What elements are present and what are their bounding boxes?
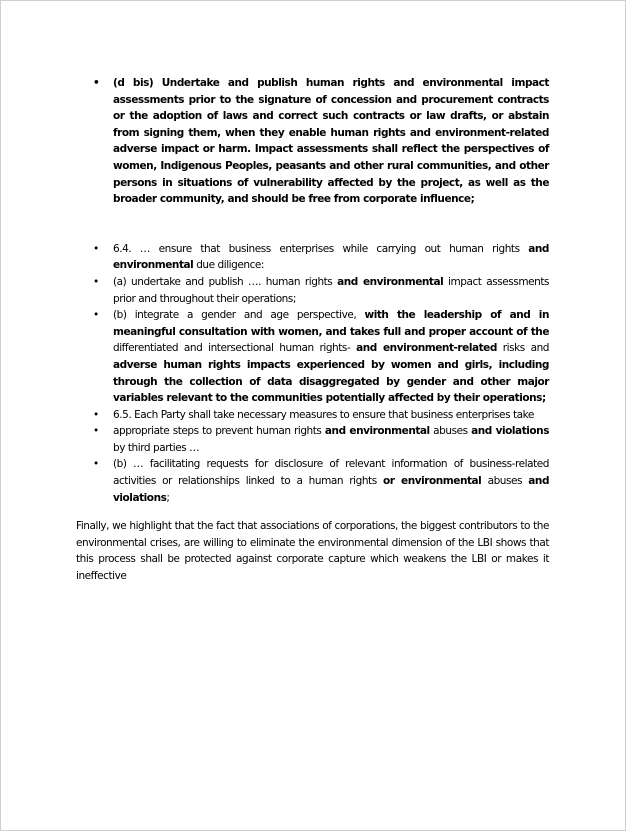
list-item (76, 307, 549, 407)
text-run-bold: and environment-related (356, 342, 497, 355)
text-run: appropriate steps to prevent human rights (113, 425, 325, 438)
list-item (76, 241, 549, 274)
text-run: due diligence: (193, 259, 264, 272)
bulleted-list-second (76, 241, 549, 507)
list-item (76, 407, 549, 424)
text-run-bold: and violations (471, 425, 549, 438)
text-run: abuses (429, 425, 472, 438)
list-item (76, 274, 549, 307)
text-run: 6.5. Each Party shall take necessary measures to ensure that business enterprises take (113, 408, 534, 421)
text-run: (b) … facilitating requests for disclosure of relevant information of business-related activities or relationships linked to a human rights (113, 458, 549, 488)
text-run-bold: and environmental (113, 242, 549, 272)
spacer (76, 208, 549, 241)
bulleted-list-first (76, 75, 549, 208)
text-run: differentiated and intersectional (113, 342, 280, 355)
text-run: by third parties … (113, 441, 200, 454)
text-run: 6.4. … ensure that business enterprises while carrying out human rights (113, 242, 529, 255)
text-run: impact assessments prior and throughout their operations; (113, 275, 550, 305)
closing-paragraph: Finally, we highlight that the fact that associations of corporations, the biggest contributors to the environmental crises, are willing to eliminate the environmental dimension of the LBI shows that this process shall be protected against corporate capture which weakens the LBI or makes it ineffective (76, 520, 549, 583)
text-run: risks and (496, 342, 549, 355)
text-run: abuses (481, 475, 529, 488)
text-run-bold: and environmental (337, 275, 444, 288)
text-run-bold: and violations (113, 475, 550, 504)
text-run-bold: with the leadership of and in meaningful consultation with women, and takes full and proper account of the (113, 309, 549, 338)
list-item (76, 456, 549, 506)
text-run-bold: adverse human rights impacts experienced by women and girls, including through the collection of data disaggregated by gender and other major variables relevant to the communities potentially affected by their operations; (113, 358, 549, 405)
text-run: (b) integrate a gender and age perspective, (113, 309, 365, 322)
text-run: ; (166, 491, 170, 504)
text-run: (a) undertake and publish …. human rights (113, 275, 338, 288)
text-run-bold: or environmental (382, 475, 482, 488)
list-item (76, 423, 549, 456)
text-run-bold: and environmental (324, 425, 430, 438)
document-body (76, 75, 549, 595)
list-item-d-bis (76, 75, 549, 208)
list-item-text: (d bis) Undertake and publish human rights and environmental impact assessments prior to the signature of concession and procurement contracts or the adoption of laws and correct such contracts or law drafts, or abstain from signing them, when they enable human rights and environment-related adverse impact or harm. Impact assessments shall reflect the perspectives of women, Indigenous Peoples, peasants and other rural communities, and other persons in situations of vulnerability affected by the project, as well as the broader community, and should be free from corporate influence; (113, 77, 549, 206)
text-run: human rights- (279, 342, 357, 355)
